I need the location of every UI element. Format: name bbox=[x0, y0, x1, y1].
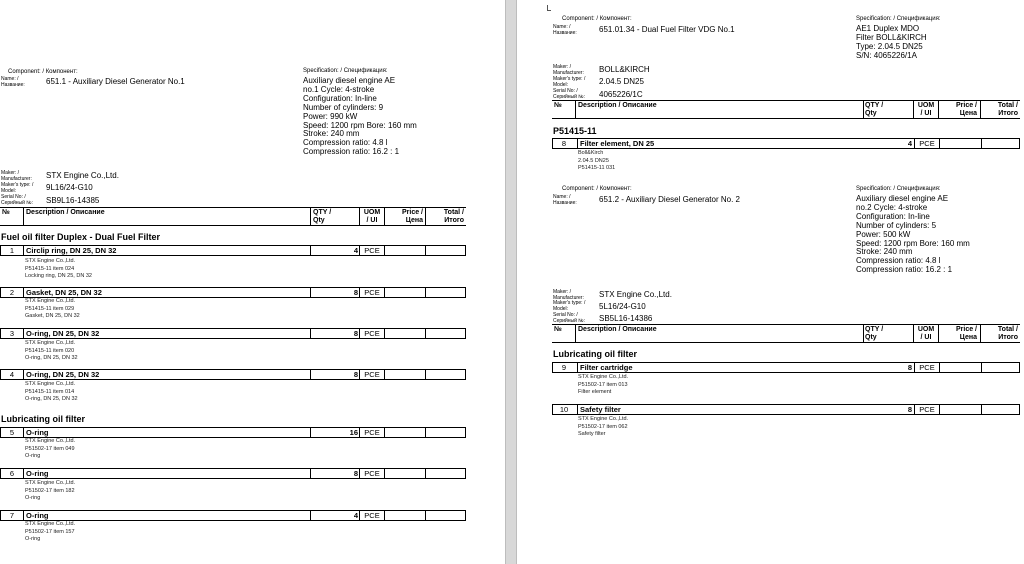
item-description: O-ring bbox=[26, 469, 49, 478]
table-row bbox=[0, 328, 466, 339]
item-description: Safety filter bbox=[580, 405, 621, 414]
document-page-left bbox=[0, 0, 505, 564]
header-no: № bbox=[2, 209, 10, 216]
header-no: № bbox=[554, 326, 562, 333]
item-no: 2 bbox=[9, 288, 15, 297]
maker-label: Maker: / Manufacturer: bbox=[553, 289, 584, 301]
table-header bbox=[0, 207, 466, 226]
item-description: Filter cartridge bbox=[580, 363, 633, 372]
item-details: STX Engine Co.,Ltd. P51415-11 item 029 Gasket, DN 25, DN 32 bbox=[25, 298, 80, 319]
name-label: Name: / Название: bbox=[553, 194, 577, 206]
component-name: 651.01.34 - Dual Fuel Filter VDG No.1 bbox=[599, 25, 735, 34]
item-description: O-ring bbox=[26, 428, 49, 437]
table-row bbox=[0, 287, 466, 298]
header-price: Price / Цена bbox=[955, 326, 977, 341]
table-row bbox=[552, 404, 1020, 415]
serial-label: Serial No: / Серийный №: bbox=[553, 88, 586, 100]
component-label: Component: / Компонент: bbox=[562, 186, 632, 192]
item-qty: 8 bbox=[353, 288, 358, 297]
document-page-right bbox=[517, 0, 1024, 564]
type-value: 5L16/24-G10 bbox=[599, 302, 646, 311]
section-title: Fuel oil filter Duplex - Dual Fuel Filter bbox=[1, 232, 161, 242]
item-details: STX Engine Co.,Ltd. P51502-17 item 013 Filter element bbox=[578, 374, 629, 395]
maker-value: BOLL&KIRCH bbox=[599, 65, 650, 74]
item-description: O-ring bbox=[26, 511, 49, 520]
item-details: Boll&Kirch 2.04.5 DN25 P51415-11 031 bbox=[578, 150, 616, 171]
item-description: Filter element, DN 25 bbox=[580, 139, 655, 148]
item-uom: PCE bbox=[919, 363, 935, 372]
component-label: Component: / Компонент: bbox=[562, 16, 632, 22]
type-label: Maker's type: / Model: bbox=[1, 182, 34, 194]
item-uom: PCE bbox=[919, 405, 935, 414]
header-total: Total / Итого bbox=[997, 102, 1018, 117]
name-label: Name: / Название: bbox=[1, 76, 25, 88]
item-no: 4 bbox=[9, 370, 15, 379]
header-qty: QTY / Qty bbox=[865, 326, 884, 341]
item-no: 7 bbox=[9, 511, 15, 520]
item-qty: 8 bbox=[907, 363, 912, 372]
header-no: № bbox=[554, 102, 562, 109]
header-total: Total / Итого bbox=[997, 326, 1018, 341]
item-uom: PCE bbox=[364, 288, 380, 297]
item-qty: 4 bbox=[907, 139, 912, 148]
item-qty: 8 bbox=[907, 405, 912, 414]
spec-text: Auxiliary diesel engine AE no.1 Cycle: 4-stroke Configuration: In-line Number of cylinders: 9 Power: 990 kW Speed: 1200 rpm Bore: 160 mm Stroke: 240 mm Compression ratio: 4.8 l Compression ratio: 16.2 : 1 bbox=[303, 76, 417, 157]
item-details: STX Engine Co.,Ltd. P51502-17 item 157 O-ring bbox=[25, 521, 76, 542]
component-name: 651.1 - Auxiliary Diesel Generator No.1 bbox=[46, 77, 185, 86]
item-qty: 4 bbox=[353, 511, 358, 520]
item-qty: 4 bbox=[353, 246, 358, 255]
serial-label: Serial No: / Серийный №: bbox=[1, 194, 34, 206]
spec-label: Specification: / Спецификация: bbox=[856, 186, 941, 192]
table-row bbox=[552, 138, 1020, 149]
item-details: STX Engine Co.,Ltd. P51502-17 item 049 O-ring bbox=[25, 438, 76, 459]
header-qty: QTY / Qty bbox=[313, 209, 332, 224]
maker-value: STX Engine Co.,Ltd. bbox=[599, 290, 672, 299]
header-uom: UOM / UI bbox=[917, 102, 935, 117]
item-description: O-ring, DN 25, DN 32 bbox=[26, 329, 100, 338]
component-label: Component: / Компонент: bbox=[8, 69, 78, 75]
serial-label: Serial No: / Серийный №: bbox=[553, 312, 586, 324]
item-qty: 8 bbox=[353, 329, 358, 338]
section-title: P51415-11 bbox=[553, 126, 597, 136]
item-uom: PCE bbox=[364, 511, 380, 520]
item-uom: PCE bbox=[364, 469, 380, 478]
table-row bbox=[0, 510, 466, 521]
type-value: 2.04.5 DN25 bbox=[599, 77, 644, 86]
item-description: Circlip ring, DN 25, DN 32 bbox=[26, 246, 117, 255]
name-label: Name: / Название: bbox=[553, 24, 577, 36]
maker-label: Maker: / Manufacturer: bbox=[1, 170, 32, 182]
table-row bbox=[0, 245, 466, 256]
spec-text: AE1 Duplex MDO Filter BOLL&KIRCH Type: 2.04.5 DN25 S/N: 4065226/1A bbox=[856, 24, 927, 60]
item-details: STX Engine Co.,Ltd. P51502-17 item 062 Safety filter bbox=[578, 416, 629, 437]
header-total: Total / Итого bbox=[443, 209, 464, 224]
type-value: 9L16/24-G10 bbox=[46, 183, 93, 192]
serial-value: SB5L16-14386 bbox=[599, 314, 653, 323]
item-description: Gasket, DN 25, DN 32 bbox=[26, 288, 102, 297]
section-title: Lubricating oil filter bbox=[553, 349, 638, 359]
item-details: STX Engine Co.,Ltd. P51415-11 item 024 Locking ring, DN 25, DN 32 bbox=[25, 258, 92, 279]
item-details: STX Engine Co.,Ltd. P51415-11 item 014 O-ring, DN 25, DN 32 bbox=[25, 381, 78, 402]
table-header bbox=[552, 100, 1020, 119]
serial-value: 4065226/1C bbox=[599, 90, 643, 99]
item-uom: PCE bbox=[364, 428, 380, 437]
item-no: 1 bbox=[9, 246, 15, 255]
type-label: Maker's type: / Model: bbox=[553, 76, 586, 88]
item-no: 3 bbox=[9, 329, 15, 338]
page-corner-mark bbox=[547, 5, 551, 11]
table-row bbox=[0, 468, 466, 479]
header-qty: QTY / Qty bbox=[865, 102, 884, 117]
page-divider bbox=[505, 0, 517, 564]
item-details: STX Engine Co.,Ltd. P51502-17 item 182 O-ring bbox=[25, 480, 76, 501]
header-price: Price / Цена bbox=[401, 209, 423, 224]
spec-text: Auxiliary diesel engine AE no.2 Cycle: 4-stroke Configuration: In-line Number of cylinders: 5 Power: 500 kW Speed: 1200 rpm Bore: 160 mm Stroke: 240 mm Compression ratio: 4.8 l Compression ratio: 16.2 : 1 bbox=[856, 194, 970, 275]
header-price: Price / Цена bbox=[955, 102, 977, 117]
item-uom: PCE bbox=[364, 370, 380, 379]
table-row bbox=[552, 362, 1020, 373]
header-description: Description / Описание bbox=[578, 326, 657, 333]
maker-label: Maker: / Manufacturer: bbox=[553, 64, 584, 76]
type-label: Maker's type: / Model: bbox=[553, 300, 586, 312]
item-no: 8 bbox=[561, 139, 567, 148]
item-no: 10 bbox=[559, 405, 569, 414]
serial-value: SB9L16-14385 bbox=[46, 196, 100, 205]
table-row bbox=[0, 427, 466, 438]
item-details: STX Engine Co.,Ltd. P51415-11 item 020 O-ring, DN 25, DN 32 bbox=[25, 340, 78, 361]
item-uom: PCE bbox=[364, 329, 380, 338]
header-description: Description / Описание bbox=[26, 209, 105, 216]
item-no: 5 bbox=[9, 428, 15, 437]
item-uom: PCE bbox=[364, 246, 380, 255]
item-uom: PCE bbox=[919, 139, 935, 148]
item-qty: 8 bbox=[353, 370, 358, 379]
maker-value: STX Engine Co.,Ltd. bbox=[46, 171, 119, 180]
spec-label: Specification: / Спецификация: bbox=[303, 68, 388, 74]
spec-label: Specification: / Спецификация: bbox=[856, 16, 941, 22]
section-title: Lubricating oil filter bbox=[1, 414, 86, 424]
table-row bbox=[0, 369, 466, 380]
item-description: O-ring, DN 25, DN 32 bbox=[26, 370, 100, 379]
item-no: 6 bbox=[9, 469, 15, 478]
item-qty: 16 bbox=[349, 428, 358, 437]
header-uom: UOM / UI bbox=[363, 209, 381, 224]
header-uom: UOM / UI bbox=[917, 326, 935, 341]
component-name: 651.2 - Auxiliary Diesel Generator No. 2 bbox=[599, 195, 740, 204]
item-qty: 8 bbox=[353, 469, 358, 478]
header-description: Description / Описание bbox=[578, 102, 657, 109]
item-no: 9 bbox=[561, 363, 567, 372]
table-header bbox=[552, 324, 1020, 343]
